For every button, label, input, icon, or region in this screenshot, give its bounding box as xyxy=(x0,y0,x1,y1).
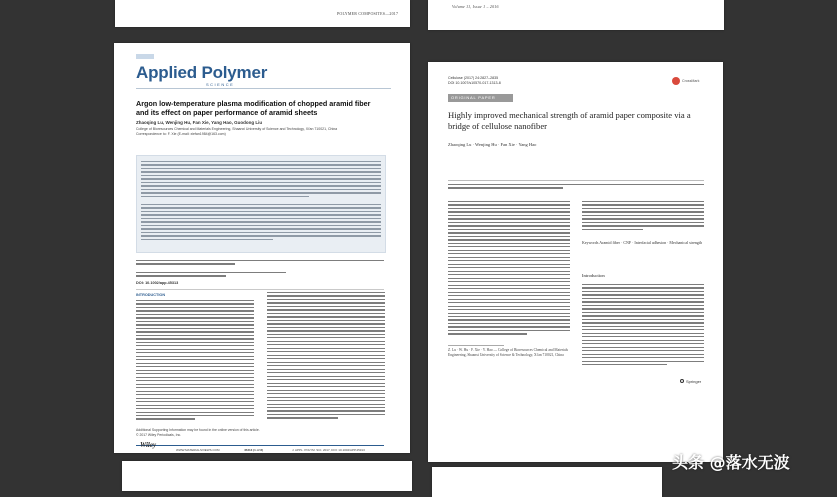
keywords: Keywords Aramid fiber · CNF · Interfacial adhesion · Mechanical strength xyxy=(582,240,702,245)
paper-type-tag: ORIGINAL PAPER xyxy=(448,94,513,102)
article-page-cellulose[interactable] xyxy=(428,62,723,462)
footer-url: WWW.MATERIALSVIEWS.COM xyxy=(176,448,220,452)
toutiao-watermark: 头条 @落水无波 xyxy=(672,453,790,472)
article-authors: Zhaoqing Lu, Wenjing Hu, Fan Xie, Yang Hao, Guodong Liu xyxy=(136,120,263,125)
journal-citation: Cellulose (2017) 24:2827–2835 xyxy=(448,76,499,80)
journal-logo: Applied Polymer xyxy=(136,63,268,82)
footer-rule xyxy=(136,445,384,446)
crossmark-label: CrossMark xyxy=(682,79,700,83)
journal-doi[interactable]: DOI 10.1007/s10570-017-1313-8 xyxy=(448,81,501,85)
author-affiliation: Z. Lu · W. Hu · F. Xie · Y. Hao — College of Bioresources Chemical and Materials Engineering, Shaanxi University of Science & Technology, Xi'an 710021, China xyxy=(448,348,568,357)
section-rule xyxy=(136,289,384,290)
wiley-logo-mark xyxy=(136,54,154,59)
article-title: Highly improved mechanical strength of aramid paper composite via a bridge of cellulose nanofiber xyxy=(448,110,691,131)
springer-logo: Springer xyxy=(686,379,702,384)
body-column-1 xyxy=(136,300,254,422)
springer-horse-icon xyxy=(680,379,684,383)
next-page-left xyxy=(122,461,412,491)
wiley-logo: Wiley xyxy=(140,441,157,449)
affiliation-text: College of Bioresources Chemical and Materials Engineering, Shaanxi University of Science and Technology, Xi'an 710021, China xyxy=(136,127,338,131)
received-dates-lines xyxy=(448,184,704,191)
previous-page-left xyxy=(115,0,410,27)
received-lines xyxy=(136,272,286,279)
introduction-heading: INTRODUCTION xyxy=(136,293,166,297)
header-rule xyxy=(448,180,704,181)
header-rule xyxy=(136,88,391,89)
article-page-applied-polymer[interactable] xyxy=(114,43,410,453)
article-title: Argon low-temperature plasma modification of chopped aramid fiber and its effect on paper performance of aramid sheets xyxy=(136,99,371,117)
abstract-column xyxy=(448,201,570,337)
footer-page-count: 45313 (1 of 8) xyxy=(244,448,264,452)
copyright-text: © 2017 Wiley Periodicals, Inc. xyxy=(136,432,182,437)
journal-meta xyxy=(448,76,501,86)
running-head: POLYMER COMPOSITES—2017 xyxy=(337,11,399,16)
article-affiliation xyxy=(136,127,386,136)
supplementary-note xyxy=(136,428,384,437)
next-page-right xyxy=(432,467,662,497)
running-head: Volume 11, Issue 1 – 2016 xyxy=(452,4,499,9)
introduction-text xyxy=(582,284,704,368)
correspondence-text: Correspondence to: F. Xie (E-mail: xiefan1984@163.com) xyxy=(136,131,226,136)
supplementary-text: Additional Supporting Information may be found in the online version of this article. xyxy=(136,428,260,432)
footer-citation: J. APPL. POLYM. SCI. 2017, DOI: 10.1002/APP.45313 xyxy=(292,448,365,452)
journal-logo-subtitle: SCIENCE xyxy=(206,82,235,87)
crossmark-icon xyxy=(672,77,680,85)
abstract-box xyxy=(136,155,386,253)
affiliation-rule xyxy=(448,345,504,346)
previous-page-right xyxy=(428,0,724,30)
body-column-2 xyxy=(267,292,385,421)
abstract-text-lines xyxy=(141,161,381,199)
keywords-lines xyxy=(136,260,384,267)
crossmark-badge[interactable] xyxy=(672,76,706,87)
abstract-text-lines-2 xyxy=(141,204,381,242)
article-doi[interactable]: DOI: 10.1002/app.45313 xyxy=(136,281,179,285)
abstract-column-2 xyxy=(582,201,704,232)
introduction-heading: Introduction xyxy=(582,273,605,278)
article-authors: Zhaoqing Lu · Wenjing Hu · Fan Xie · Yang Hao xyxy=(448,142,537,147)
